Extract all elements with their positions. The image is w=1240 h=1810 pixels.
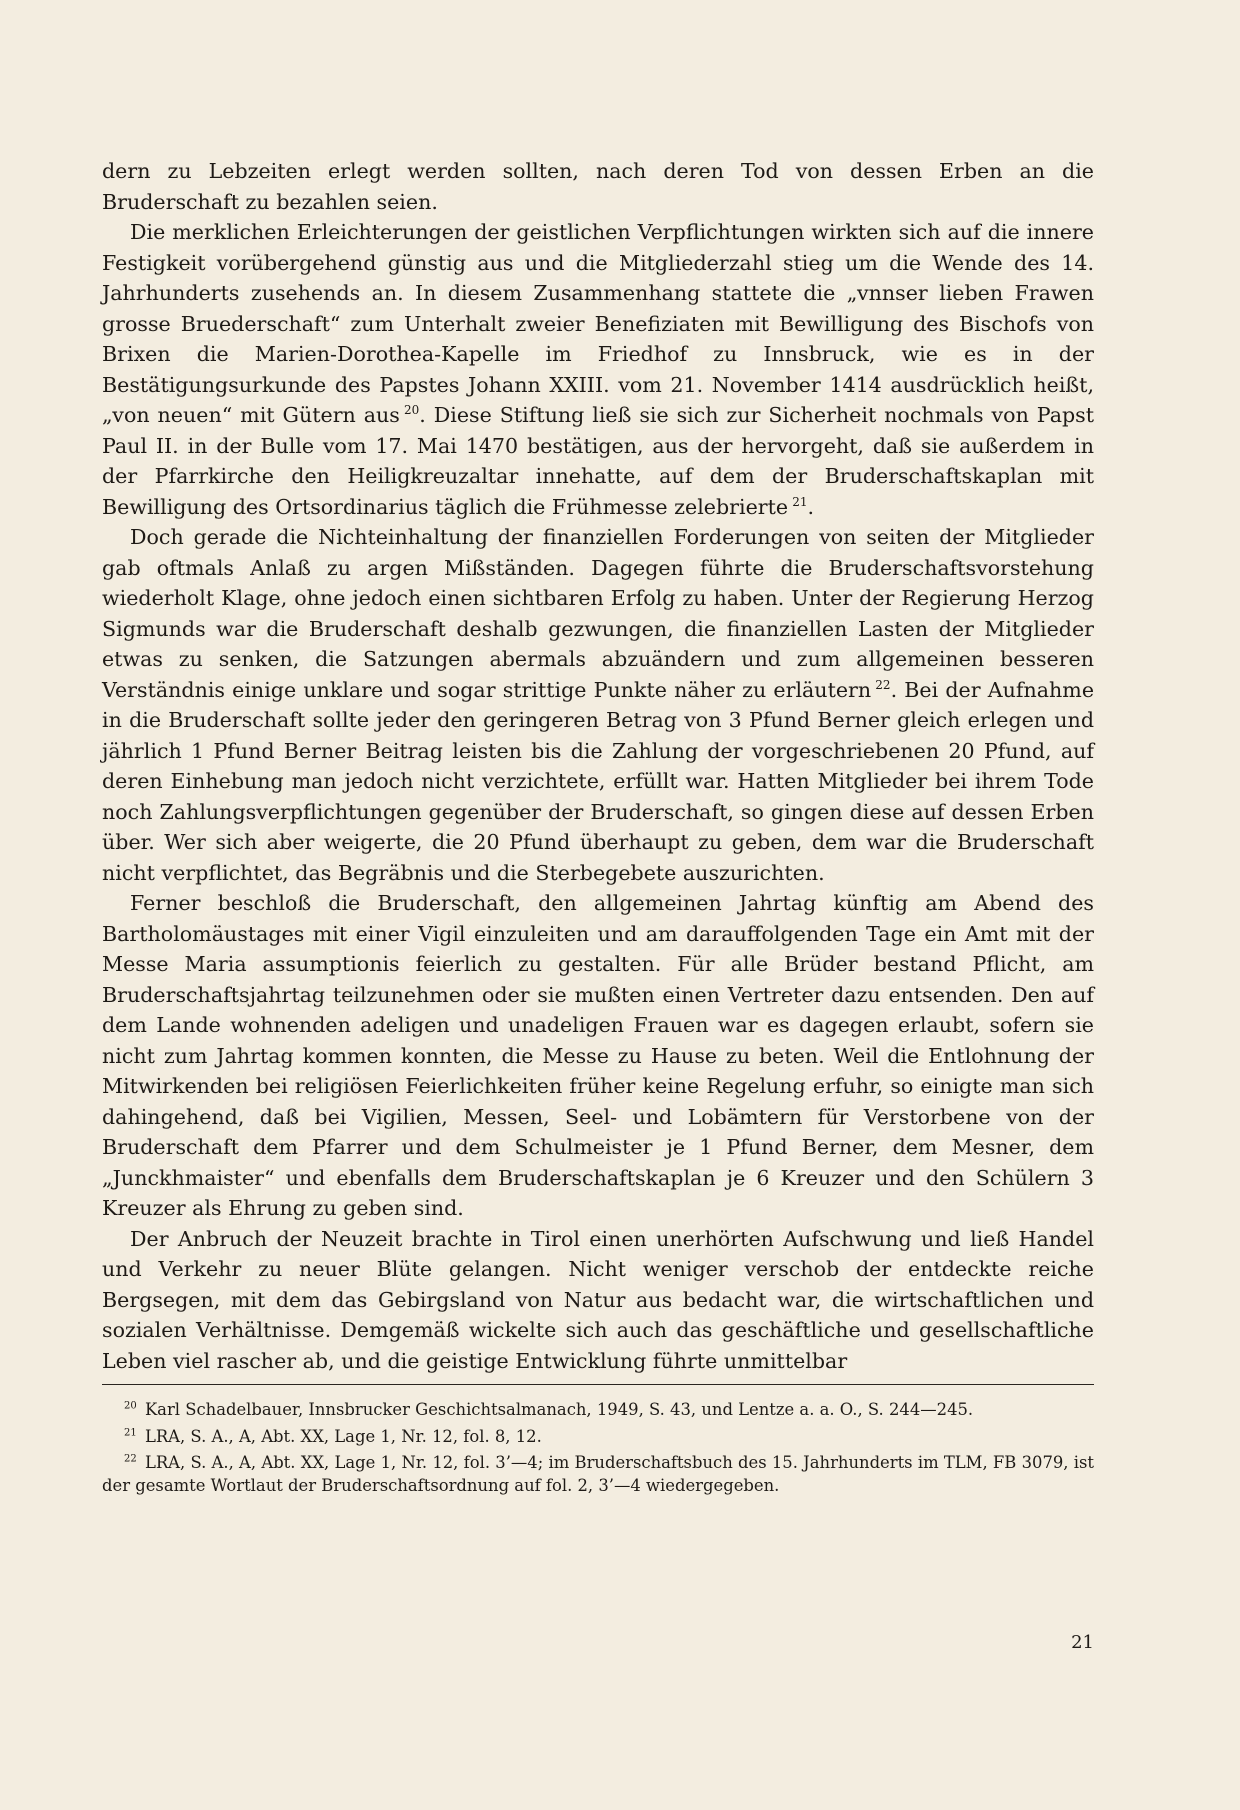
- footnote-21: $^{21}$ LRA, S. A., A, Abt. XX, Lage 1, Nr. 12, fol. 8, 12.: [124, 1426, 542, 1446]
- paragraph-2: Die merklichen Erleichterungen der geistlichen Verpflichtungen wirkten sich auf die innere Festigkeit vorübergehend günstig aus und die Mitgliederzahl stieg um die Wende des 14. Jahrhunderts zusehends an. In diesem Zusammenhang stattete die „vnnser lieben Frawen grosse Bruederschaft“ zum Unterhalt zweier Benefiziaten mit Bewilligung des Bischofs von Brixen die Marien-Dorothea-Kapelle im Friedhof zu Innsbruck, wie es in der Bestätigungsurkunde des Papstes Johann XXIII. vom 21. November 1414 ausdrücklich heißt, „von neuen“ mit Gütern aus $^{20}$. Diese Stiftung ließ sie sich zur Sicherheit nochmals von Papst Paul II. in der Bulle vom 17. Mai 1470 bestätigen, aus der hervorgeht, daß sie außerdem in der Pfarrkirche den Heiligkreuzaltar innehatte, auf dem der Bruderschaftskaplan mit Bewilligung des Ortsordinarius täglich die Frühmesse zelebrierte $^{21}$.: [102, 220, 1095, 519]
- footnote-divider: [102, 1384, 1094, 1385]
- paragraph-5: Der Anbruch der Neuzeit brachte in Tirol einen unerhörten Aufschwung und ließ Handel und Verkehr zu neuer Blüte gelangen. Nicht weniger verschob der entdeckte reiche Bergsegen, mit dem das Gebirgsland von Natur aus bedacht war, die wirtschaftlichen und sozialen Verhältnisse. Demgemäß wickelte sich auch das geschäftliche und gesellschaftliche Leben viel rascher ab, und die geistige Entwicklung führte unmittelbar: [102, 1226, 1094, 1373]
- footnotes: [102, 1399, 1094, 1497]
- page-number: 21: [1071, 1632, 1094, 1653]
- paragraph-3: Doch gerade die Nichteinhaltung der finanziellen Forderungen von seiten der Mitglieder gab oftmals Anlaß zu argen Mißständen. Dagegen führte die Bruderschaftsvorstehung wiederholt Klage, ohne jedoch einen sichtbaren Erfolg zu haben. Unter der Regierung Herzog Sigmunds war die Bruderschaft deshalb gezwungen, die finanziellen Lasten der Mitglieder etwas zu senken, die Satzungen abermals abzuändern und zum allgemeinen besseren Verständnis einige unklare und sogar strittige Punkte näher zu erläutern $^{22}$. Bei der Aufnahme in die Bruderschaft sollte jeder den geringeren Betrag von 3 Pfund Berner gleich erlegen und jährlich 1 Pfund Berner Beitrag leisten bis die Zahlung der vorgeschriebenen 20 Pfund, auf deren Einhebung man jedoch nicht verzichtete, erfüllt war. Hatten Mitglieder bei ihrem Tode noch Zahlungsverpflichtungen gegenüber der Bruderschaft, so gingen diese auf dessen Erben über. Wer sich aber weigerte, die 20 Pfund überhaupt zu geben, dem war die Bruderschaft nicht verpflichtet, das Begräbnis und die Sterbegebete auszurichten.: [102, 525, 1095, 885]
- footnote-ref-20[interactable]: 20: [403, 403, 420, 418]
- document-page: [102, 156, 1094, 1501]
- footnote-ref-21[interactable]: 21: [792, 494, 808, 509]
- footnote-ref-22[interactable]: 22: [875, 677, 891, 692]
- main-text: [102, 156, 1094, 1376]
- paragraph-4: Ferner beschloß die Bruderschaft, den allgemeinen Jahrtag künftig am Abend des Bartholomäustages mit einer Vigil einzuleiten und am darauffolgenden Tage ein Amt mit der Messe Maria assumptionis feierlich zu gestalten. Für alle Brüder bestand Pflicht, am Bruderschaftsjahrtag teilzunehmen oder sie mußten einen Vertreter dazu entsenden. Den auf dem Lande wohnenden adeligen und unadeligen Frauen war es dagegen erlaubt, sofern sie nicht zum Jahrtag kommen konnten, die Messe zu Hause zu beten. Weil die Entlohnung der Mitwirkenden bei religiösen Feierlichkeiten früher keine Regelung erfuhr, so einigte man sich dahingehend, daß bei Vigilien, Messen, Seel- und Lobämtern für Verstorbene von der Bruderschaft dem Pfarrer und dem Schulmeister je 1 Pfund Berner, dem Mesner, dem „Junckhmaister“ und ebenfalls dem Bruderschaftskaplan je 6 Kreuzer und den Schülern 3 Kreuzer als Ehrung zu geben sind.: [102, 891, 1094, 1220]
- footnote-22: $^{22}$ LRA, S. A., A, Abt. XX, Lage 1, Nr. 12, fol. 3’—4; im Bruderschaftsbuch des 15. Jahrhunderts im TLM, FB 3079, ist der gesamte Wortlaut der Bruderschaftsordnung auf fol. 2, 3’—4 wiedergegeben.: [102, 1453, 1094, 1495]
- footnote-20: $^{20}$ Karl Schadelbauer, Innsbrucker Geschichtsalmanach, 1949, S. 43, und Lentze a. a. O., S. 244—245.: [124, 1400, 974, 1419]
- paragraph-1: dern zu Lebzeiten erlegt werden sollten, nach deren Tod von dessen Erben an die Bruderschaft zu bezahlen seien.: [102, 159, 1094, 214]
